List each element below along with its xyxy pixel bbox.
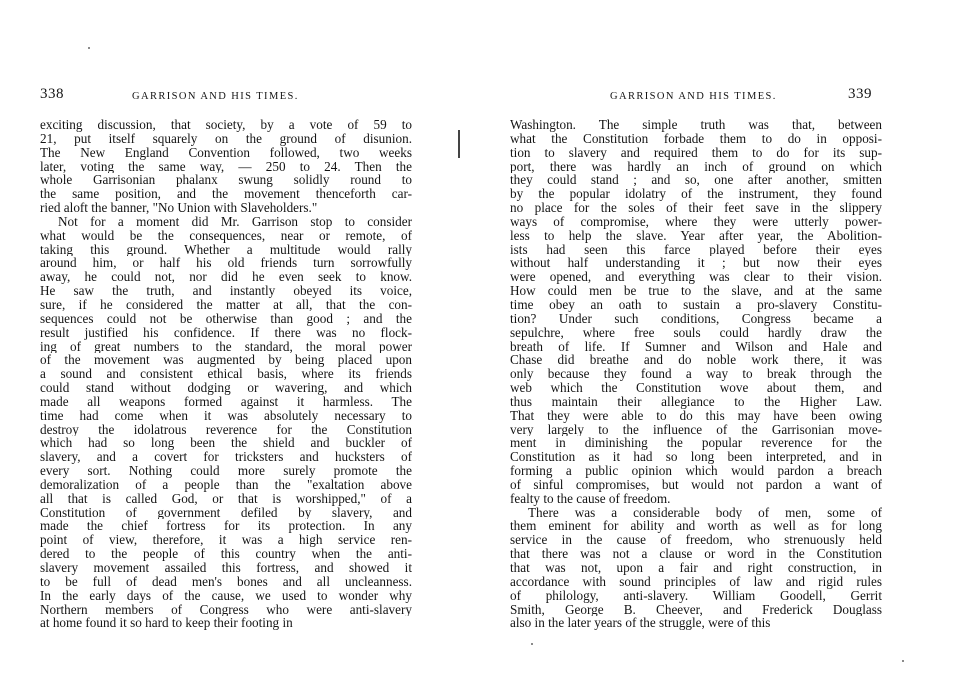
text-line: point of view, therefore, it was a high service ren- bbox=[40, 533, 412, 548]
text-line: that there was not a clause or word in the Constitution bbox=[510, 547, 882, 561]
text-line: without half understanding it ; but now their eyes bbox=[510, 256, 882, 271]
text-line: could stand without dodging or wavering, and which bbox=[40, 381, 412, 395]
text-line: only because they found a way to break through the bbox=[510, 367, 882, 382]
text-line: made the chief fortress for its protection. In any bbox=[40, 519, 412, 534]
text-line: whole Garrisonian phalanx swung solidly round to bbox=[40, 173, 412, 188]
text-line: He saw the truth, and instantly obeyed its voice, bbox=[40, 284, 412, 298]
text-line: tion? Under such conditions, Congress became a bbox=[510, 311, 882, 326]
text-line: made all weapons formed against it harmless. The bbox=[40, 394, 412, 409]
text-line: web which the Constitution wove about them, and bbox=[510, 381, 882, 395]
text-line: the same position, and the movement thenceforth car- bbox=[40, 187, 412, 202]
text-line: no place for the soles of their feet save in the slippery bbox=[510, 201, 882, 215]
text-line: dered to the people of this country when the anti- bbox=[40, 547, 412, 561]
text-line: forming a public opinion which would pardon a breach bbox=[510, 464, 882, 478]
text-column bbox=[510, 118, 882, 630]
text-line: ways of compromise, where they were utterly power- bbox=[510, 214, 882, 229]
text-line: Not for a moment did Mr. Garrison stop to consider bbox=[58, 214, 412, 229]
text-line: Smith, George B. Cheever, and Frederick Douglass bbox=[510, 602, 882, 617]
text-line: they could stand ; and so, one after another, smitten bbox=[510, 173, 882, 188]
text-line: at home found it so hard to keep their footing in bbox=[40, 616, 293, 631]
text-line: taking this ground. Whether a multitude would rally bbox=[40, 242, 412, 257]
text-line: Washington. The simple truth was that, between bbox=[510, 118, 882, 132]
text-line: That they were able to do this may have been owing bbox=[510, 408, 882, 423]
text-line: There was a considerable body of men, some of bbox=[528, 505, 882, 520]
text-line: ists had seen this farce played before their eyes bbox=[510, 242, 882, 257]
text-line: also in the later years of the struggle, were of this bbox=[510, 616, 771, 631]
text-column bbox=[40, 118, 412, 630]
text-line: 21, put itself squarely on the ground of disunion. bbox=[40, 131, 412, 146]
page-number: 338 bbox=[40, 86, 64, 102]
gutter-mark bbox=[458, 130, 460, 158]
scan-speck bbox=[531, 643, 533, 645]
text-line: sure, if he considered the matter at all, that the con- bbox=[40, 297, 412, 312]
text-line: How could men be true to the slave, and at the same bbox=[510, 284, 882, 298]
text-line: destroy the idolatrous reverence for the Constitution bbox=[40, 422, 412, 437]
text-line: demoralization of a people than the "exaltation above bbox=[40, 477, 412, 492]
text-line: away, he could not, nor did he even seek to know. bbox=[40, 270, 412, 285]
text-line: Constitution of government defiled by slavery, and bbox=[40, 505, 412, 520]
text-line: to be full of dead men's bones and all uncleanness. bbox=[40, 574, 412, 589]
text-line: of the movement was augmented by being placed upon bbox=[40, 353, 412, 368]
text-line: less to help the slave. Year after year, the Abolition- bbox=[510, 228, 882, 243]
text-line: The New England Convention followed, two weeks bbox=[40, 145, 412, 160]
text-line: what the Constitution forbade them to do in opposi- bbox=[510, 131, 882, 146]
text-line: every sort. Nothing could more surely promote the bbox=[40, 464, 412, 478]
text-line: ment in diminishing the popular reverence for the bbox=[510, 436, 882, 451]
text-line: exciting discussion, that society, by a vote of 59 to bbox=[40, 118, 412, 132]
text-line: result justified his confidence. If there was no flock- bbox=[40, 325, 412, 340]
text-line: which had so long been the shield and buckler of bbox=[40, 436, 412, 451]
text-line: were opened, and everything was clear to their vision. bbox=[510, 270, 882, 285]
text-line: of sinful compromises, but would not pardon a want of bbox=[510, 477, 882, 492]
text-line: ried aloft the banner, "No Union with Slaveholders." bbox=[40, 201, 318, 215]
text-line: sequences could not be otherwise than good ; and the bbox=[40, 311, 412, 326]
text-line: Chase did breathe and do noble work there, it was bbox=[510, 353, 882, 368]
text-line: ing of great numbers to the standard, the moral power bbox=[40, 339, 412, 354]
text-line: port, there was hardly an inch of ground on which bbox=[510, 159, 882, 174]
text-line: later, voting the same way, — 250 to 24. Then the bbox=[40, 159, 412, 174]
text-line: In the early days of the cause, we used to wonder why bbox=[40, 588, 412, 603]
text-line: thus maintain their allegiance to the Higher Law. bbox=[510, 394, 882, 409]
text-line: slavery, and a covert for tricksters and hucksters of bbox=[40, 450, 412, 465]
scan-speck bbox=[902, 660, 904, 662]
text-line: service in the cause of freedom, who strenuously held bbox=[510, 533, 882, 548]
text-line: what would be the consequences, near or remote, of bbox=[40, 228, 412, 243]
text-line: Northern members of Congress who were anti-slavery bbox=[40, 602, 412, 617]
text-line: time had come when it was absolutely necessary to bbox=[40, 408, 412, 423]
scan-speck bbox=[88, 47, 90, 49]
right-page bbox=[490, 0, 980, 700]
running-head: GARRISON AND HIS TIMES. bbox=[132, 91, 299, 102]
text-line: very largely to the influence of the Garrisonian move- bbox=[510, 422, 882, 437]
running-head: GARRISON AND HIS TIMES. bbox=[610, 91, 777, 102]
text-line: fealty to the cause of freedom. bbox=[510, 491, 671, 506]
text-line: all that is called God, or that is worshipped," of a bbox=[40, 491, 412, 506]
text-line: tion to slavery and required them to do for its sup- bbox=[510, 145, 882, 160]
text-line: that was not, upon a fair and right construction, in bbox=[510, 561, 882, 575]
text-line: a sound and consistent ethical basis, where its friends bbox=[40, 367, 412, 382]
text-line: sepulchre, where free souls could hardly draw the bbox=[510, 325, 882, 340]
text-line: them eminent for ability and worth as well as for long bbox=[510, 519, 882, 534]
text-line: accordance with sound principles of law and rigid rules bbox=[510, 574, 882, 589]
text-line: slavery movement assailed this fortress, and showed it bbox=[40, 561, 412, 575]
page-number: 339 bbox=[848, 86, 872, 102]
text-line: around him, or half his old friends turn sorrowfully bbox=[40, 256, 412, 271]
text-line: of philology, anti-slavery. William Goodell, Gerrit bbox=[510, 588, 882, 603]
text-line: by the popular idolatry of the instrument, they found bbox=[510, 187, 882, 202]
text-line: breath of life. If Sumner and Wilson and Hale and bbox=[510, 339, 882, 354]
text-line: Constitution as it had so long been interpreted, and in bbox=[510, 450, 882, 465]
text-line: time obey an oath to sustain a pro-slavery Constitu- bbox=[510, 297, 882, 312]
